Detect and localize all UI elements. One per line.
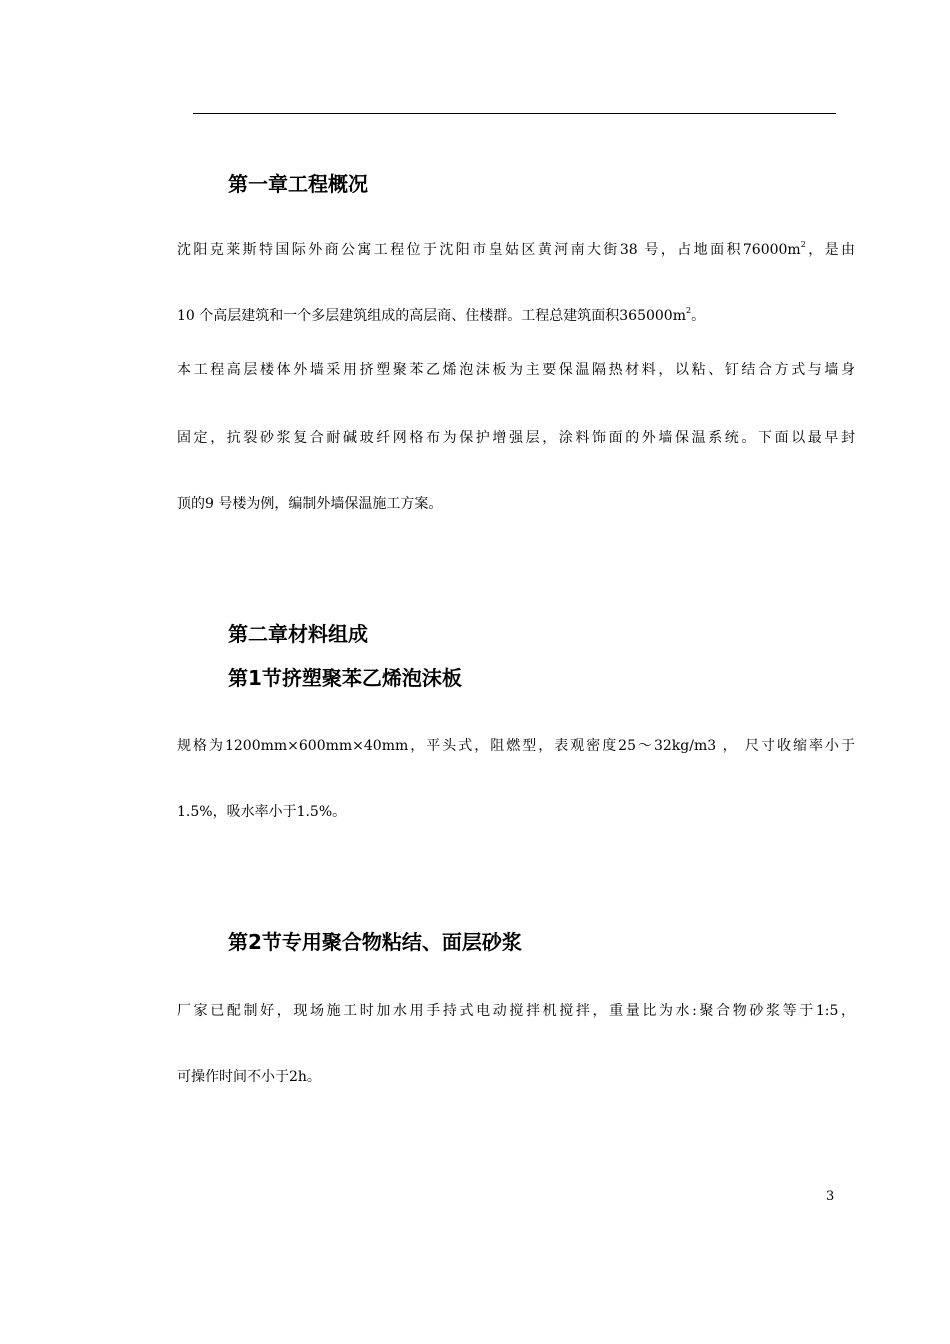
square-meter-superscript: 2 [685, 306, 692, 315]
header-rule [193, 113, 836, 114]
section-1-line-2: 1.5%，吸水率小于1.5%。 [177, 804, 347, 820]
section-2-line-2: 可操作时间不小于2h。 [177, 1069, 321, 1085]
chapter-1-p1-line1-text: 沈阳克莱斯特国际外商公寓工程位于沈阳市皇姑区黄河南大街38 号，占地面积76000m [177, 242, 801, 258]
chapter-1-paragraph-2-line-2: 固定，抗裂砂浆复合耐碱玻纤网格布为保护增强层，涂料饰面的外墙保温系统。下面以最早封 [177, 430, 855, 446]
page-number: 3 [826, 1189, 835, 1204]
chapter-1-p1-line2-text: 10 个高层建筑和一个多层建筑组成的高层商、住楼群。工程总建筑面积365000m [177, 308, 686, 324]
chapter-2-heading: 第二章材料组成 [228, 622, 368, 646]
chapter-1-heading: 第一章工程概况 [228, 172, 368, 196]
section-1-line-1: 规格为1200mm×600mm×40mm，平头式，阻燃型，表观密度25～32kg/m3 ， 尺寸收缩率小于 [177, 738, 855, 754]
chapter-1-p1-line2-tail: 。 [691, 308, 706, 324]
section-2-heading: 第2节专用聚合物粘结、面层砂浆 [228, 930, 522, 954]
chapter-1-paragraph-2-line-1: 本工程高层楼体外墙采用挤塑聚苯乙烯泡沫板为主要保温隔热材料，以粘、钉结合方式与墙身 [177, 362, 855, 378]
chapter-1-p1-line1-tail: ，是由 [805, 242, 855, 258]
section-2-line-1: 厂家已配制好，现场施工时加水用手持式电动搅拌机搅拌，重量比为水:聚合物砂浆等于1:5， [177, 1003, 855, 1019]
square-meter-superscript: 2 [800, 240, 806, 249]
chapter-1-paragraph-2-line-3: 顶的9 号楼为例，编制外墙保温施工方案。 [177, 496, 443, 512]
section-1-heading: 第1节挤塑聚苯乙烯泡沫板 [228, 666, 462, 690]
chapter-1-paragraph-1-line-1 [177, 240, 855, 260]
chapter-1-paragraph-1-line-2 [177, 306, 855, 326]
